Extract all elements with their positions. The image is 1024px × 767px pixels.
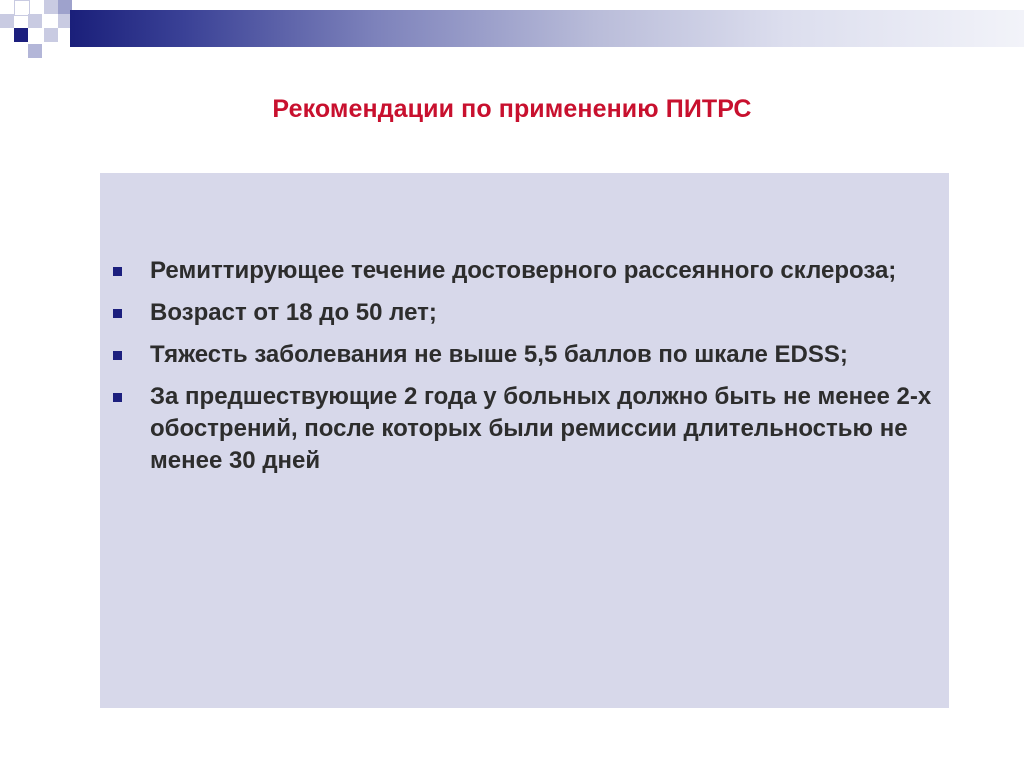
list-item (110, 339, 940, 371)
bullet-list (110, 255, 940, 487)
bullet-text: Возраст от 18 до 50 лет; (150, 299, 437, 326)
bullet-text: Ремиттирующее течение достоверного рассеянного склероза; (150, 257, 897, 284)
square-bullet-icon (113, 267, 122, 276)
list-item (110, 381, 940, 477)
slide-title: Рекомендации по применению ПИТРС (272, 95, 752, 123)
square-bullet-icon (113, 309, 122, 318)
bullet-text: За предшествующие 2 года у больных должно быть не менее 2-х обострений, после которых были ремиссии длительностью не менее 30 дней (150, 383, 932, 474)
header-band (70, 10, 1024, 47)
list-item (110, 255, 940, 287)
list-item (110, 297, 940, 329)
squares-decoration-icon (0, 0, 80, 62)
square-bullet-icon (113, 393, 122, 402)
square-bullet-icon (113, 351, 122, 360)
bullet-text: Тяжесть заболевания не выше 5,5 баллов по шкале EDSS; (150, 341, 848, 368)
